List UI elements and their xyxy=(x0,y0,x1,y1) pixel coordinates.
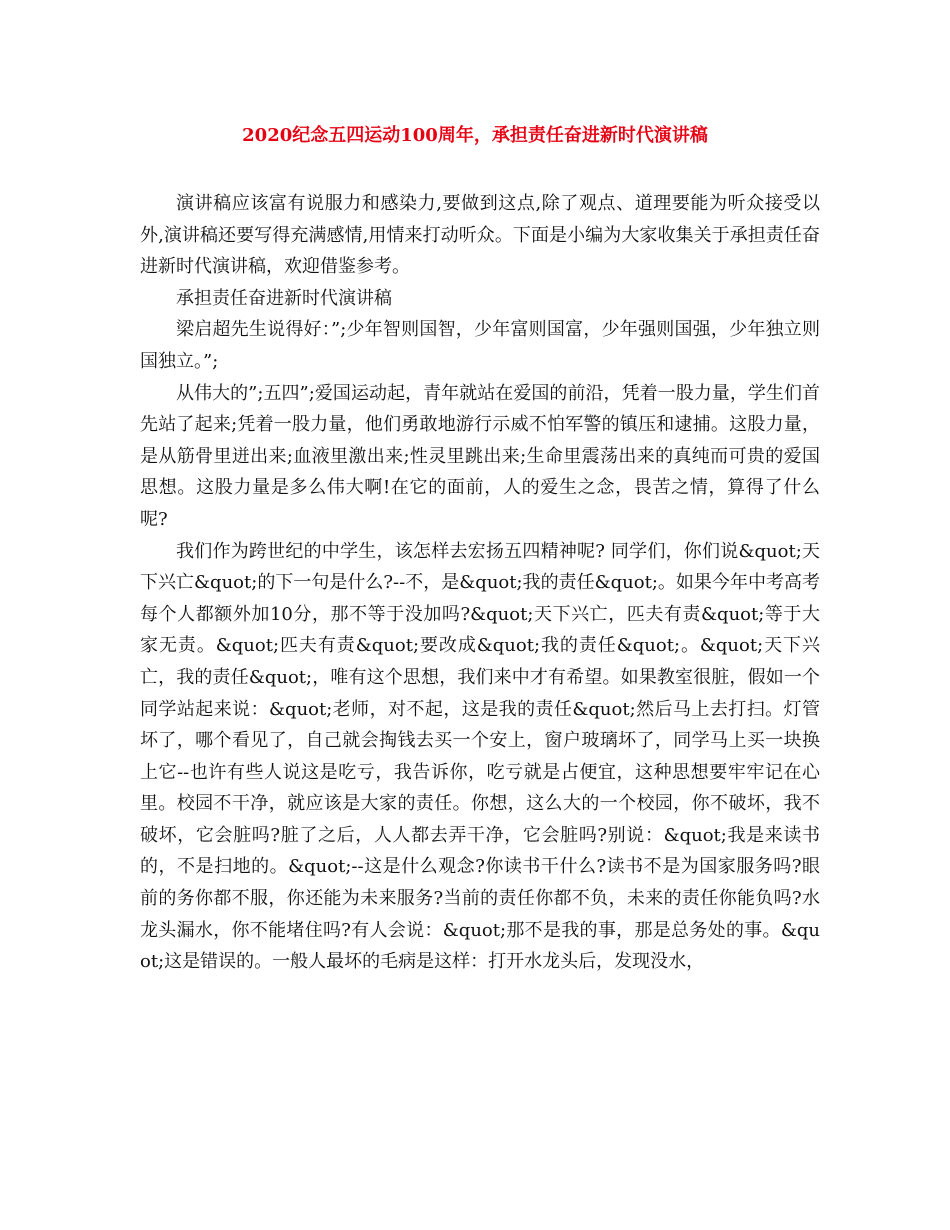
document-body xyxy=(140,188,820,978)
may-fourth-paragraph: 从伟大的”;五四”;爱国运动起，青年就站在爱国的前沿，凭着一股力量，学生们首先站了起来;凭着一股力量，他们勇敢地游行示威不怕军警的镇压和逮捕。这股力量，是从筋骨里迸出来;血液里激出来;性灵里跳出来;生命里震荡出来的真纯而可贵的爱国思想。这股力量是多么伟大啊!在它的面前，人的爱生之念，畏苦之情，算得了什么呢? xyxy=(140,382,820,530)
responsibility-paragraph: 我们作为跨世纪的中学生，该怎样去宏扬五四精神呢? 同学们，你们说&quot;天下兴亡&quot;的下一句是什么?--不，是&quot;我的责任&quot;。如果今年中考高考每个人都额外加10分，那不等于没加吗?&quot;天下兴亡，匹夫有责&quot;等于大家无责。&quot;匹夫有责&quot;要改成&quot;我的责任&quot;。&quot;天下兴亡，我的责任&quot;，唯有这个思想，我们来中才有希望。如果教室很脏，假如一个同学站起来说：&quot;老师，对不起，这是我的责任&quot;然后马上去打扫。灯管坏了，哪个看见了，自己就会掏钱去买一个安上，窗户玻璃坏了，同学马上买一块换上它--也许有些人说这是吃亏，我告诉你，吃亏就是占便宜，这种思想要牢牢记在心里。校园不干净，就应该是大家的责任。你想，这么大的一个校园，你不破坏，我不破坏，它会脏吗?脏了之后，人人都去弄干净，它会脏吗?别说：&quot;我是来读书的，不是扫地的。&quot;--这是什么观念?你读书干什么?读书不是为国家服务吗?眼前的务你都不服，你还能为未来服务?当前的责任你都不负，未来的责任你能负吗?水龙头漏水，你不能堵住吗?有人会说：&quot;那不是我的事，那是总务处的事。&quot;这是错误的。一般人最坏的毛病是这样：打开水龙头后，发现没水， xyxy=(140,540,820,973)
section-heading: 承担责任奋进新时代演讲稿 xyxy=(176,287,392,309)
intro-paragraph: 演讲稿应该富有说服力和感染力,要做到这点,除了观点、道理要能为听众接受以外,演讲稿还要写得充满感情,用情来打动听众。下面是小编为大家收集关于承担责任奋进新时代演讲稿，欢迎借鉴参考。 xyxy=(140,193,820,278)
quote-paragraph: 梁启超先生说得好：”;少年智则国智，少年富则国富，少年强则国强，少年独立则国独立。”; xyxy=(140,319,820,372)
document-title: 2020纪念五四运动100周年，承担责任奋进新时代演讲稿 xyxy=(242,125,708,146)
